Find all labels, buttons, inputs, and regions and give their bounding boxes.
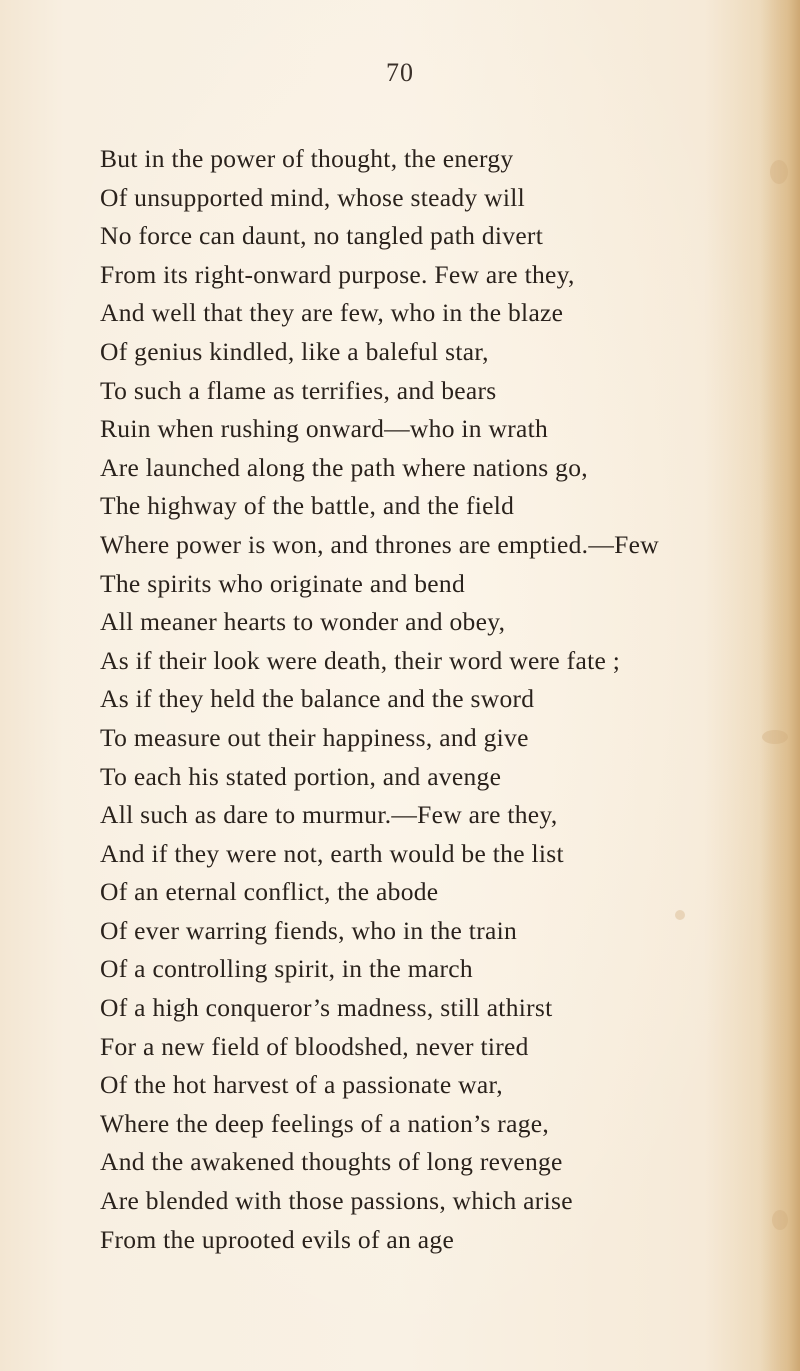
- poem-line: As if they held the balance and the sword: [100, 684, 535, 714]
- poem-line: Of unsupported mind, whose steady will: [100, 182, 526, 212]
- poem-line: And well that they are few, who in the blaze: [100, 298, 564, 328]
- poem-line: Of genius kindled, like a baleful star,: [100, 336, 489, 366]
- page-number: 70: [386, 58, 414, 87]
- poem-line: Of the hot harvest of a passionate war,: [100, 1070, 503, 1100]
- poem-line: Of an eternal conflict, the abode: [100, 877, 439, 907]
- poem-line: To such a flame as terrifies, and bears: [100, 375, 497, 405]
- poem-line: As if their look were death, their word were fate ;: [100, 645, 621, 675]
- poem-line: Of ever warring fiends, who in the train: [100, 915, 518, 945]
- poem-line: Of a controlling spirit, in the march: [100, 954, 473, 984]
- poem-line: And the awakened thoughts of long revenge: [100, 1147, 563, 1177]
- poem-line: Are launched along the path where nations go,: [100, 452, 588, 482]
- poem-line: From the uprooted evils of an age: [100, 1224, 455, 1254]
- poem-line: But in the power of thought, the energy: [100, 144, 514, 173]
- poem-line: From its right-onward purpose. Few are they,: [100, 259, 575, 289]
- poem-line: Are blended with those passions, which arise: [100, 1186, 573, 1216]
- poem-line: Of a high conqueror’s madness, still athirst: [100, 993, 553, 1023]
- poem-line: Where the deep feelings of a nation’s rage,: [100, 1108, 550, 1138]
- poem-line: And if they were not, earth would be the list: [100, 838, 564, 868]
- poem-line: To measure out their happiness, and give: [100, 722, 529, 752]
- poem-line: For a new field of bloodshed, never tired: [100, 1031, 529, 1061]
- poem-line: The highway of the battle, and the field: [100, 491, 515, 521]
- poem-line: All such as dare to murmur.—Few are they,: [100, 800, 558, 830]
- poem-line: Ruin when rushing onward—who in wrath: [100, 414, 549, 444]
- poem-line: No force can daunt, no tangled path divert: [100, 221, 544, 251]
- poem-line: All meaner hearts to wonder and obey,: [100, 607, 506, 637]
- poem-line: The spirits who originate and bend: [100, 568, 465, 598]
- poem-line: To each his stated portion, and avenge: [100, 761, 502, 791]
- poem-line: Where power is won, and thrones are emptied.—Few: [100, 529, 659, 559]
- poem-text: [100, 140, 800, 1259]
